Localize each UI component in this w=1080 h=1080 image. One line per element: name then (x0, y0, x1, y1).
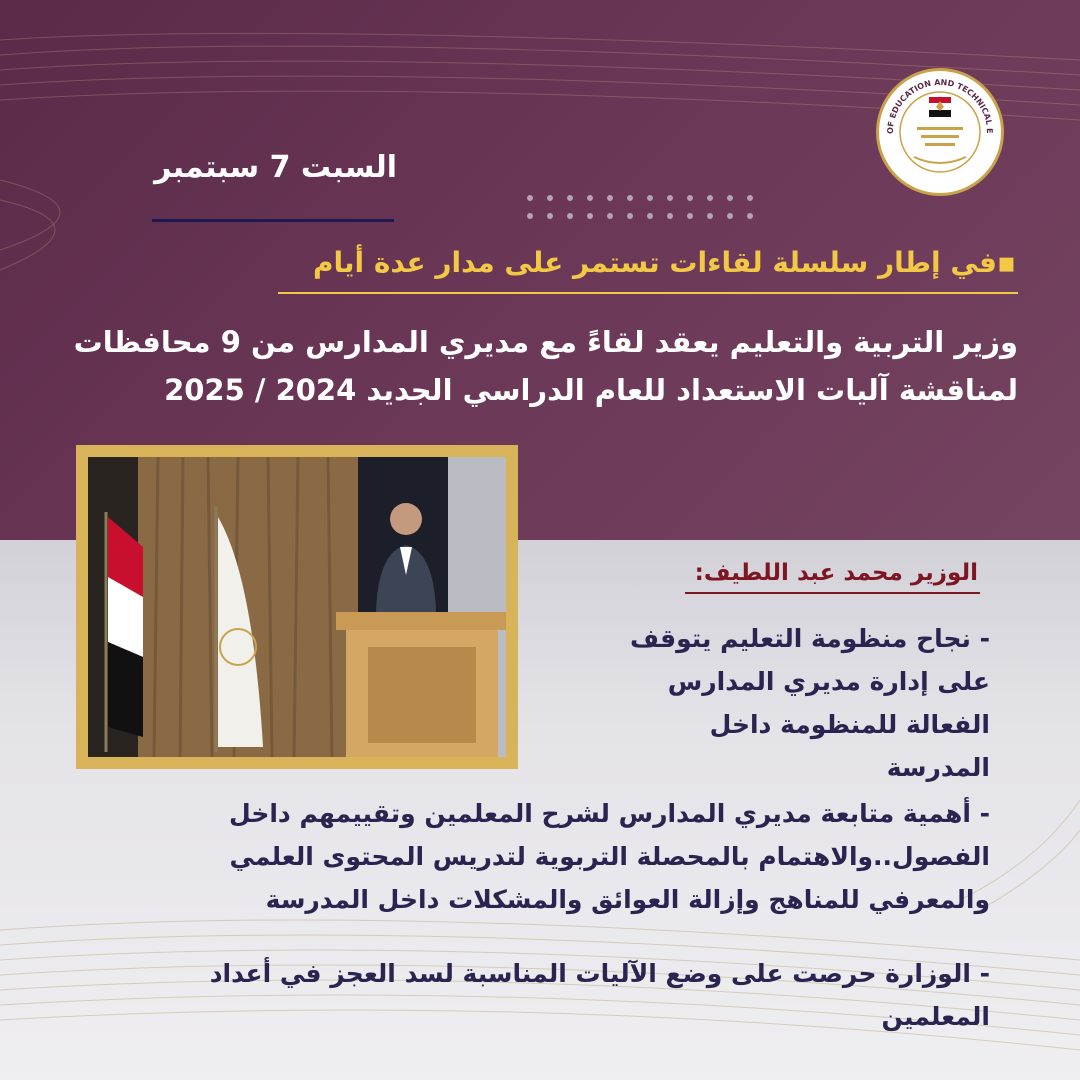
statement-line: والمعرفي للمناهج وإزالة العوائق والمشكلات داخل المدرسة (265, 885, 990, 914)
headline-line: وزير التربية والتعليم يعقد لقاءً مع مديري المدارس من 9 محافظات (73, 325, 1018, 359)
statement-line: - نجاح منظومة التعليم يتوقف (629, 624, 990, 653)
ministry-logo (876, 68, 1004, 196)
minister-photo (88, 457, 506, 757)
statement-1 (550, 617, 990, 789)
minister-underline (685, 592, 980, 594)
minister-label: الوزير محمد عبد اللطيف: (694, 560, 978, 586)
statement-line: - أهمية متابعة مديري المدارس لشرح المعلمين وتقييمهم داخل (229, 799, 990, 828)
photo-frame (76, 445, 518, 769)
dot-pattern (524, 192, 764, 222)
statement-line: - الوزارة حرصت على وضع الآليات المناسبة لسد العجز في أعداد (209, 959, 990, 988)
statement-line: الفعالة للمنظومة داخل (709, 710, 990, 739)
statement-line: المعلمين (881, 1002, 990, 1031)
subtitle-text: في إطار سلسلة لقاءات تستمر على مدار عدة أيام (312, 246, 998, 279)
headline (38, 318, 1018, 414)
subtitle-bullet-icon: ▪ (997, 246, 1016, 279)
logo-text: OF EDUCATION AND TECHNICAL E (885, 77, 995, 135)
headline-line: لمناقشة آليات الاستعداد للعام الدراسي الجديد 2024 / 2025 (164, 373, 1018, 407)
date-underline (152, 219, 394, 222)
subtitle (256, 246, 1016, 279)
statement-line: الفصول..والاهتمام بالمحصلة التربوية لتدريس المحتوى العلمي (229, 842, 990, 871)
subtitle-underline (278, 292, 1018, 294)
statement-line: على إدارة مديري المدارس (667, 667, 990, 696)
statement-2 (60, 792, 990, 921)
statement-line: المدرسة (886, 753, 990, 782)
date-label: السبت 7 سبتمبر (154, 150, 397, 185)
statement-3 (60, 952, 990, 1038)
